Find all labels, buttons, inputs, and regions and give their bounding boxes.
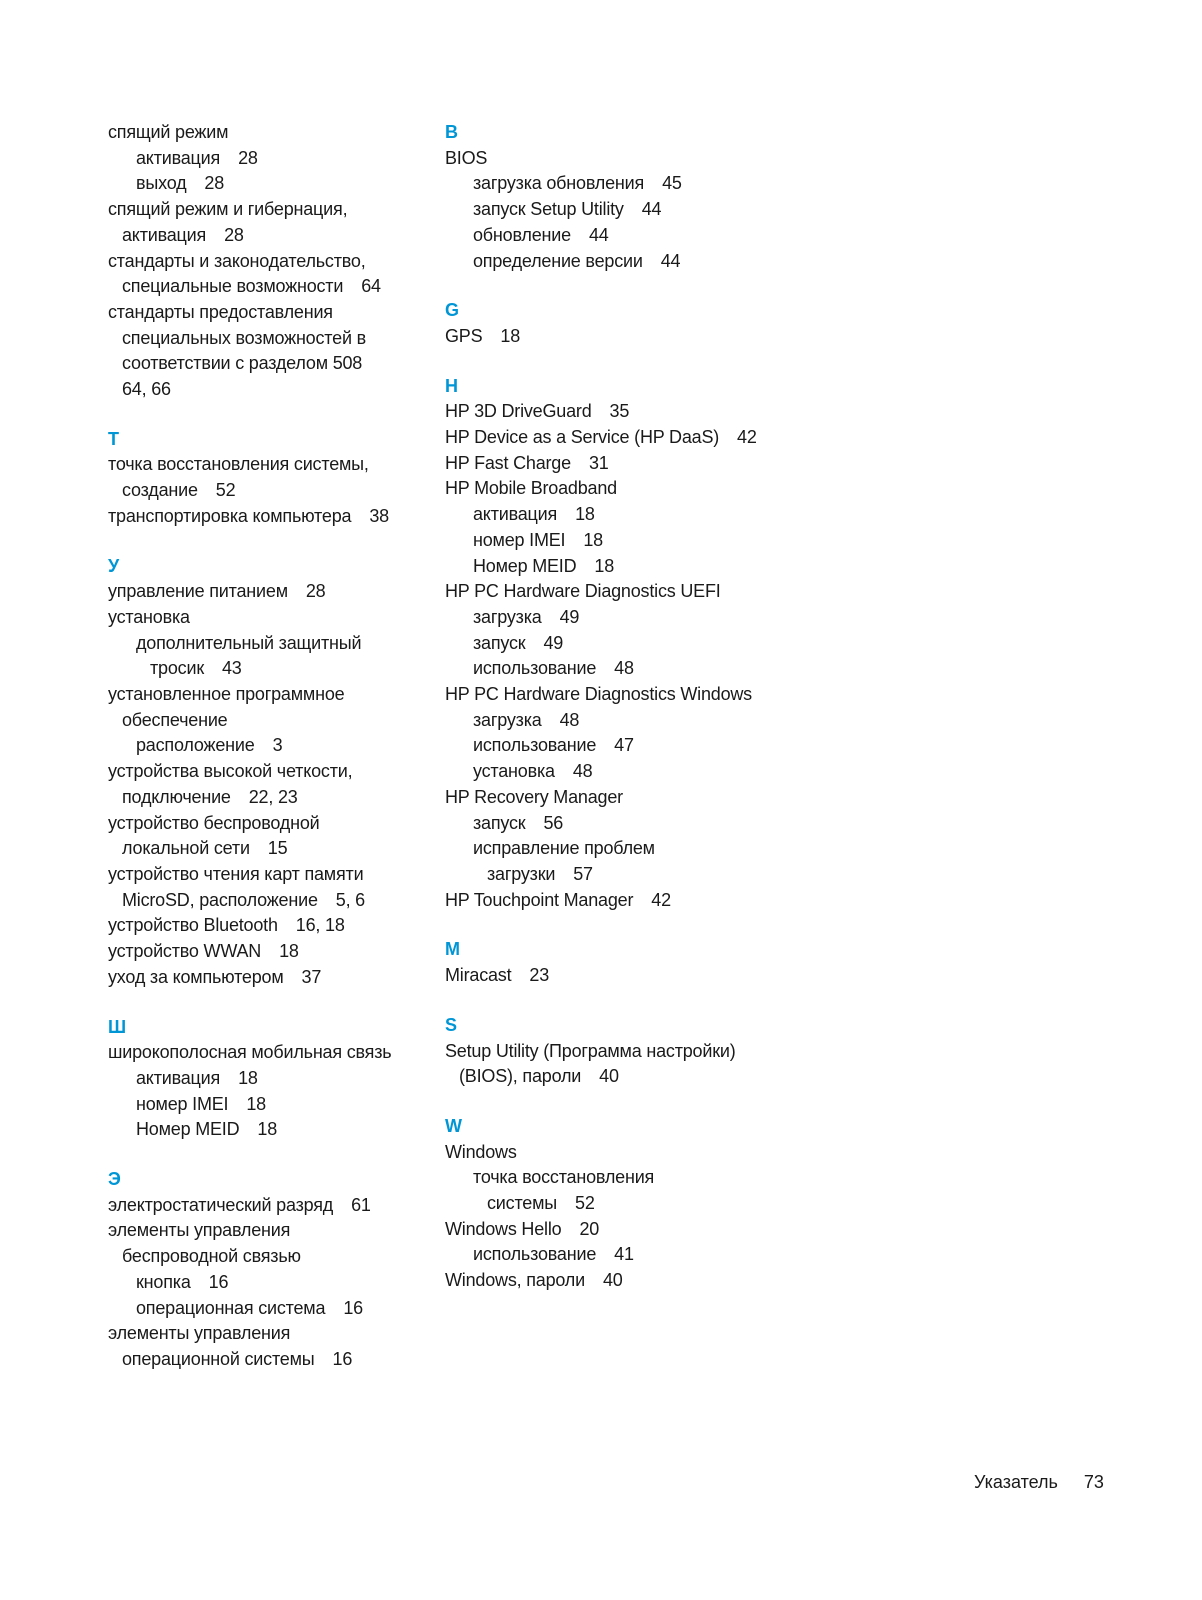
index-page-ref: 42	[651, 889, 671, 910]
index-page-ref: 56	[543, 812, 564, 833]
index-term: MicroSD, расположение	[122, 889, 318, 910]
index-entry	[108, 1244, 428, 1270]
index-entry	[445, 656, 785, 682]
index-term: (BIOS), пароли	[459, 1066, 582, 1087]
index-page-ref: 16	[208, 1271, 229, 1292]
index-term: устройство WWAN	[108, 941, 262, 962]
index-entry	[108, 1347, 428, 1373]
index-entry	[445, 1242, 785, 1268]
index-entry	[445, 605, 785, 631]
index-term: использование	[473, 1244, 597, 1265]
index-term: определение версии	[473, 250, 643, 271]
index-entry	[108, 120, 428, 146]
index-term: Номер MEID	[473, 555, 577, 576]
index-term: устройства высокой четкости,	[108, 761, 353, 782]
index-term: операционной системы	[122, 1348, 315, 1369]
index-term: загрузка	[473, 709, 542, 730]
index-term: локальной сети	[122, 838, 250, 859]
index-entry	[445, 963, 785, 989]
index-entry	[445, 1191, 785, 1217]
index-entry	[108, 223, 428, 249]
index-term: активация	[136, 1067, 221, 1088]
index-entry	[108, 1117, 428, 1143]
index-page-ref: 35	[609, 401, 630, 422]
index-term: GPS	[445, 325, 483, 346]
index-entry	[108, 605, 428, 631]
index-entry	[108, 631, 428, 657]
index-entry	[108, 733, 428, 759]
index-page-ref: 16, 18	[295, 915, 345, 936]
index-term: элементы управления	[108, 1220, 291, 1241]
index-term: Miracast	[445, 965, 512, 986]
index-entry	[108, 351, 428, 377]
index-page-ref: 18	[257, 1119, 278, 1140]
index-page-ref: 64	[361, 276, 381, 297]
index-letter-heading: У	[108, 555, 120, 576]
index-letter-heading: B	[445, 122, 458, 142]
index-page-ref: 44	[641, 199, 662, 220]
index-entry	[108, 1296, 428, 1322]
index-page-ref: 38	[369, 505, 389, 526]
index-page-ref: 49	[543, 632, 564, 653]
index-entry	[445, 476, 785, 502]
index-term: операционная система	[136, 1297, 326, 1318]
index-page-ref: 28	[305, 581, 326, 602]
index-term: спящий режим и гибернация,	[108, 199, 348, 220]
index-entry	[445, 811, 785, 837]
index-entry	[445, 1039, 785, 1065]
index-entry	[108, 478, 428, 504]
index-term: подключение	[122, 786, 231, 807]
index-page-ref: 28	[224, 224, 244, 245]
index-term: устройство Bluetooth	[108, 915, 278, 936]
index-term: спящий режим	[108, 122, 229, 142]
index-page-ref: 44	[588, 224, 609, 245]
index-entry	[108, 759, 428, 785]
index-entry	[108, 811, 428, 837]
index-term: HP PC Hardware Diagnostics Windows	[445, 684, 752, 705]
index-letter-heading: M	[445, 939, 460, 960]
index-term: создание	[122, 480, 198, 501]
index-term: HP Fast Charge	[445, 452, 571, 473]
index-term: стандарты и законодательство,	[108, 250, 366, 271]
index-term: номер IMEI	[136, 1093, 229, 1114]
index-entry	[108, 913, 428, 939]
index-entry	[445, 425, 785, 451]
index-term: 64, 66	[122, 379, 171, 400]
index-term: управление питанием	[108, 581, 288, 602]
index-entry	[108, 708, 428, 734]
index-term: соответствии с разделом 508	[122, 353, 363, 374]
index-page-ref: 22, 23	[248, 786, 298, 807]
index-entry	[108, 146, 428, 172]
index-term: транспортировка компьютера	[108, 505, 352, 526]
index-term: стандарты предоставления	[108, 301, 333, 322]
index-page-ref: 41	[614, 1244, 634, 1265]
index-letter-heading: G	[445, 300, 460, 321]
index-page-ref: 18	[500, 325, 521, 346]
index-term: тросик	[150, 658, 204, 679]
index-entry	[445, 1217, 785, 1243]
index-term: точка восстановления системы,	[108, 454, 369, 475]
index-entry	[108, 1270, 428, 1296]
index-entry	[445, 682, 785, 708]
index-entry	[445, 223, 785, 249]
index-page-ref: 57	[573, 863, 593, 884]
index-page-ref: 28	[238, 147, 258, 168]
index-letter-heading: Ш	[108, 1016, 127, 1037]
index-page-ref: 18	[238, 1067, 258, 1088]
index-entry	[445, 146, 785, 172]
index-term: точка восстановления	[473, 1167, 655, 1188]
index-letter-heading: Т	[108, 428, 119, 449]
index-term: уход за компьютером	[108, 966, 284, 987]
index-page-ref: 18	[246, 1093, 266, 1114]
index-page-ref: 31	[588, 452, 609, 473]
index-page-ref: 5, 6	[335, 889, 365, 910]
index-term: электростатический разряд	[108, 1194, 334, 1215]
index-entry	[445, 1064, 785, 1090]
index-term: номер IMEI	[473, 529, 566, 550]
index-page-ref: 44	[660, 250, 681, 271]
index-page-ref: 47	[614, 735, 634, 756]
index-term: запуск	[473, 632, 526, 653]
index-entry	[445, 554, 785, 580]
index-term: обеспечение	[122, 709, 228, 730]
index-entry	[108, 1193, 428, 1219]
index-entry	[445, 399, 785, 425]
index-term: активация	[473, 504, 558, 525]
index-page-ref: 48	[614, 658, 634, 679]
index-entry	[108, 888, 428, 914]
index-term: установка	[473, 761, 555, 782]
index-page-ref: 48	[559, 709, 580, 730]
index-page-ref: 49	[559, 606, 580, 627]
index-term: специальные возможности	[122, 276, 344, 297]
index-column-right	[445, 120, 785, 1294]
index-entry	[108, 197, 428, 223]
index-term: HP Touchpoint Manager	[445, 889, 634, 910]
index-term: загрузка обновления	[473, 173, 645, 194]
index-term: системы	[487, 1193, 558, 1214]
index-page-ref: 43	[222, 658, 242, 679]
index-letter-heading: Э	[108, 1169, 121, 1190]
index-term: установка	[108, 606, 190, 627]
index-term: устройство беспроводной	[108, 812, 320, 833]
index-term: расположение	[136, 735, 255, 756]
index-term: исправление проблем	[473, 838, 655, 859]
index-term: Windows Hello	[445, 1218, 562, 1239]
index-entry	[445, 733, 785, 759]
index-page-ref: 18	[279, 941, 299, 962]
index-entry	[445, 785, 785, 811]
index-entry	[108, 326, 428, 352]
index-term: HP Device as a Service (HP DaaS)	[445, 427, 720, 448]
index-term: широкополосная мобильная связь	[108, 1042, 392, 1063]
index-entry	[445, 171, 785, 197]
index-term: элементы управления	[108, 1323, 291, 1344]
index-page-ref: 18	[583, 529, 603, 550]
index-entry	[445, 528, 785, 554]
index-entry	[445, 631, 785, 657]
index-page-ref: 52	[575, 1193, 595, 1214]
index-page-ref: 18	[594, 555, 615, 576]
index-entry	[108, 171, 428, 197]
index-entry	[445, 197, 785, 223]
page-footer	[974, 1470, 1104, 1495]
index-term: Windows, пароли	[445, 1270, 585, 1291]
index-entry	[445, 862, 785, 888]
index-entry	[445, 1165, 785, 1191]
index-entry	[108, 274, 428, 300]
index-term: активация	[136, 147, 221, 168]
index-entry	[108, 1092, 428, 1118]
index-page-ref: 37	[301, 966, 322, 987]
index-entry	[108, 682, 428, 708]
index-page-ref: 23	[529, 965, 550, 986]
index-entry	[108, 1218, 428, 1244]
index-entry	[108, 249, 428, 275]
index-entry	[445, 759, 785, 785]
index-term: загрузка	[473, 606, 542, 627]
index-entry	[108, 656, 428, 682]
index-term: загрузки	[487, 863, 556, 884]
index-page-ref: 15	[267, 838, 288, 859]
index-term: использование	[473, 735, 597, 756]
index-term: установленное программное	[108, 684, 345, 705]
index-letter-heading: W	[445, 1115, 462, 1136]
index-entry	[108, 579, 428, 605]
index-entry	[445, 502, 785, 528]
index-page-ref: 52	[215, 480, 236, 501]
index-page-ref: 3	[272, 735, 283, 756]
index-term: BIOS	[445, 147, 488, 168]
index-entry	[108, 1321, 428, 1347]
index-term: HP Mobile Broadband	[445, 478, 617, 499]
index-entry	[445, 1268, 785, 1294]
footer-section-title: Указатель	[974, 1472, 1058, 1492]
index-term: беспроводной связью	[122, 1246, 301, 1267]
index-entry	[445, 451, 785, 477]
index-page-ref: 18	[575, 504, 595, 525]
index-entry	[108, 377, 428, 403]
index-page-ref: 40	[602, 1270, 623, 1291]
index-term: Setup Utility (Программа настройки)	[445, 1040, 736, 1061]
index-entry	[108, 300, 428, 326]
index-term: HP 3D DriveGuard	[445, 401, 592, 422]
index-entry	[108, 965, 428, 991]
index-page-ref: 40	[599, 1066, 619, 1087]
index-term: Windows	[445, 1141, 517, 1162]
index-term: активация	[122, 224, 207, 245]
index-term: использование	[473, 658, 597, 679]
index-entry	[445, 836, 785, 862]
index-entry	[445, 579, 785, 605]
index-page-ref: 28	[204, 173, 225, 194]
index-page-ref: 61	[351, 1194, 371, 1215]
index-page-ref: 48	[572, 761, 593, 782]
index-term: запуск	[473, 812, 526, 833]
index-term: Номер MEID	[136, 1119, 240, 1140]
index-entry	[108, 452, 428, 478]
index-term: специальных возможностей в	[122, 327, 366, 348]
index-entry	[445, 888, 785, 914]
index-entry	[108, 862, 428, 888]
index-term: выход	[136, 173, 187, 194]
index-letter-heading: H	[445, 375, 458, 396]
index-page-ref: 16	[332, 1348, 353, 1369]
index-entry	[445, 1140, 785, 1166]
index-entry	[108, 1066, 428, 1092]
index-term: HP PC Hardware Diagnostics UEFI	[445, 581, 721, 602]
index-entry	[445, 324, 785, 350]
page-number: 73	[1083, 1472, 1104, 1492]
index-page-ref: 42	[737, 427, 757, 448]
index-letter-heading: S	[445, 1014, 458, 1035]
index-entry	[108, 836, 428, 862]
index-term: запуск Setup Utility	[473, 199, 624, 220]
index-column-left	[108, 120, 428, 1373]
index-page-ref: 20	[579, 1218, 600, 1239]
index-page-ref: 16	[343, 1297, 363, 1318]
index-entry	[445, 249, 785, 275]
index-page-ref: 45	[662, 173, 682, 194]
index-term: устройство чтения карт памяти	[108, 863, 364, 884]
index-term: дополнительный защитный	[136, 632, 362, 653]
index-entry	[108, 939, 428, 965]
index-entry	[108, 785, 428, 811]
index-term: обновление	[473, 224, 571, 245]
index-term: HP Recovery Manager	[445, 786, 623, 807]
index-entry	[445, 708, 785, 734]
index-entry	[108, 504, 428, 530]
index-entry	[108, 1040, 428, 1066]
index-term: кнопка	[136, 1271, 191, 1292]
